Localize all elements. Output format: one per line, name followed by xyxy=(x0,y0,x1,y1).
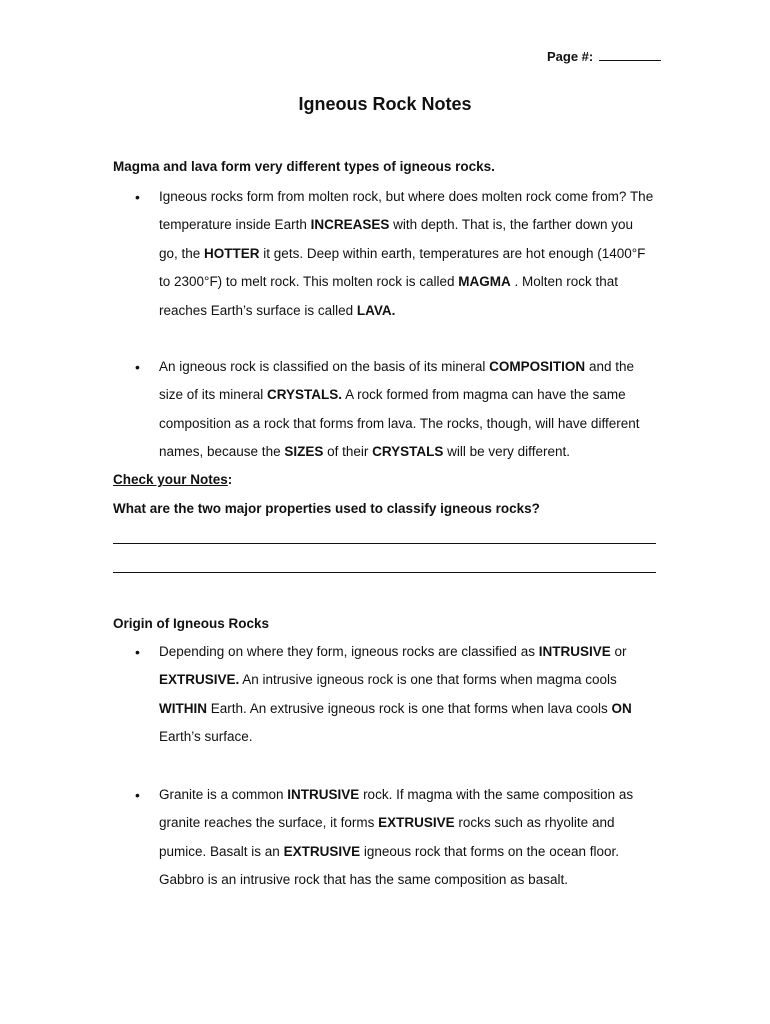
text-segment: Earth. An extrusive igneous rock is one that forms when lava cools xyxy=(207,700,612,716)
answer-line[interactable] xyxy=(113,572,656,573)
emphasis-term: EXTRUSIVE xyxy=(378,815,455,831)
page-number-label: Page #: xyxy=(547,49,594,64)
emphasis-term: EXTRUSIVE. xyxy=(159,672,240,688)
emphasis-term: CRYSTALS xyxy=(372,444,444,460)
check-your-notes-text: Check your Notes xyxy=(113,472,228,487)
text-segment: Depending on where they form, igneous rocks are classified as xyxy=(159,644,539,659)
text-segment: with depth. That is, the farther down you go, the xyxy=(159,217,633,261)
text-segment: An igneous rock is classified on the basis of its mineral xyxy=(159,359,490,374)
bullet-icon: • xyxy=(135,359,140,375)
page-number-blank[interactable] xyxy=(599,48,661,61)
bullet-text xyxy=(159,638,655,752)
check-your-notes-colon: : xyxy=(227,472,233,487)
emphasis-term: MAGMA xyxy=(458,274,511,290)
text-segment: Granite is a common xyxy=(159,787,288,802)
emphasis-term: HOTTER xyxy=(204,245,260,261)
text-segment: Igneous rocks form from molten rock, but where does molten rock come from? The temperature inside Earth xyxy=(159,189,654,233)
emphasis-term: LAVA. xyxy=(356,302,396,318)
emphasis-term: COMPOSITION xyxy=(489,359,586,374)
text-segment: A rock formed from magma can have the same composition as a rock that forms from lava. The rocks, though, will have different names, because the xyxy=(159,387,640,460)
page-number-field xyxy=(547,48,661,64)
emphasis-term: ON xyxy=(611,700,632,716)
text-segment: or xyxy=(610,644,627,659)
bullet-icon: • xyxy=(135,787,140,803)
section-heading-magma-lava: Magma and lava form very different types of igneous rocks. xyxy=(113,159,495,174)
bullet-icon: • xyxy=(135,644,140,660)
bullet-text xyxy=(159,183,655,325)
emphasis-term: SIZES xyxy=(284,444,324,460)
emphasis-term: WITHIN xyxy=(159,700,207,716)
emphasis-term: CRYSTALS. xyxy=(267,387,343,403)
text-segment: igneous rock that forms on the ocean floor. Gabbro is an intrusive rock that has the same composition as basalt. xyxy=(159,843,619,888)
text-segment: rock. If magma with the same composition as granite reaches the surface, it forms xyxy=(159,787,634,831)
text-segment: will be very different. xyxy=(443,444,570,460)
answer-line[interactable] xyxy=(113,543,656,544)
review-question: What are the two major properties used to classify igneous rocks? xyxy=(113,501,540,516)
section-heading-origin: Origin of Igneous Rocks xyxy=(113,616,270,631)
text-segment: An intrusive igneous rock is one that forms when magma cools xyxy=(239,672,617,688)
list-item xyxy=(135,638,655,752)
text-segment: . Molten rock that reaches Earth’s surface is called xyxy=(159,274,619,318)
emphasis-term: INCREASES xyxy=(310,217,390,233)
page-title: Igneous Rock Notes xyxy=(298,94,472,114)
text-segment: Earth’s surface. xyxy=(159,729,253,745)
text-segment: and the size of its mineral xyxy=(159,359,634,403)
text-segment: rocks such as rhyolite and pumice. Basalt is an xyxy=(159,815,615,859)
bullet-text xyxy=(159,781,655,895)
list-item xyxy=(135,183,655,325)
emphasis-term: EXTRUSIVE xyxy=(283,843,361,859)
list-item xyxy=(135,781,655,895)
text-segment: of their xyxy=(323,444,373,460)
bullet-text xyxy=(159,353,655,467)
emphasis-term: INTRUSIVE xyxy=(538,644,611,659)
emphasis-term: INTRUSIVE xyxy=(287,787,360,802)
text-segment: it gets. Deep within earth, temperatures are hot enough (1400°F to 2300°F) to melt rock. This molten rock is called xyxy=(159,245,646,290)
check-your-notes-label xyxy=(113,472,232,487)
bullet-icon: • xyxy=(135,189,140,205)
list-item xyxy=(135,353,655,467)
